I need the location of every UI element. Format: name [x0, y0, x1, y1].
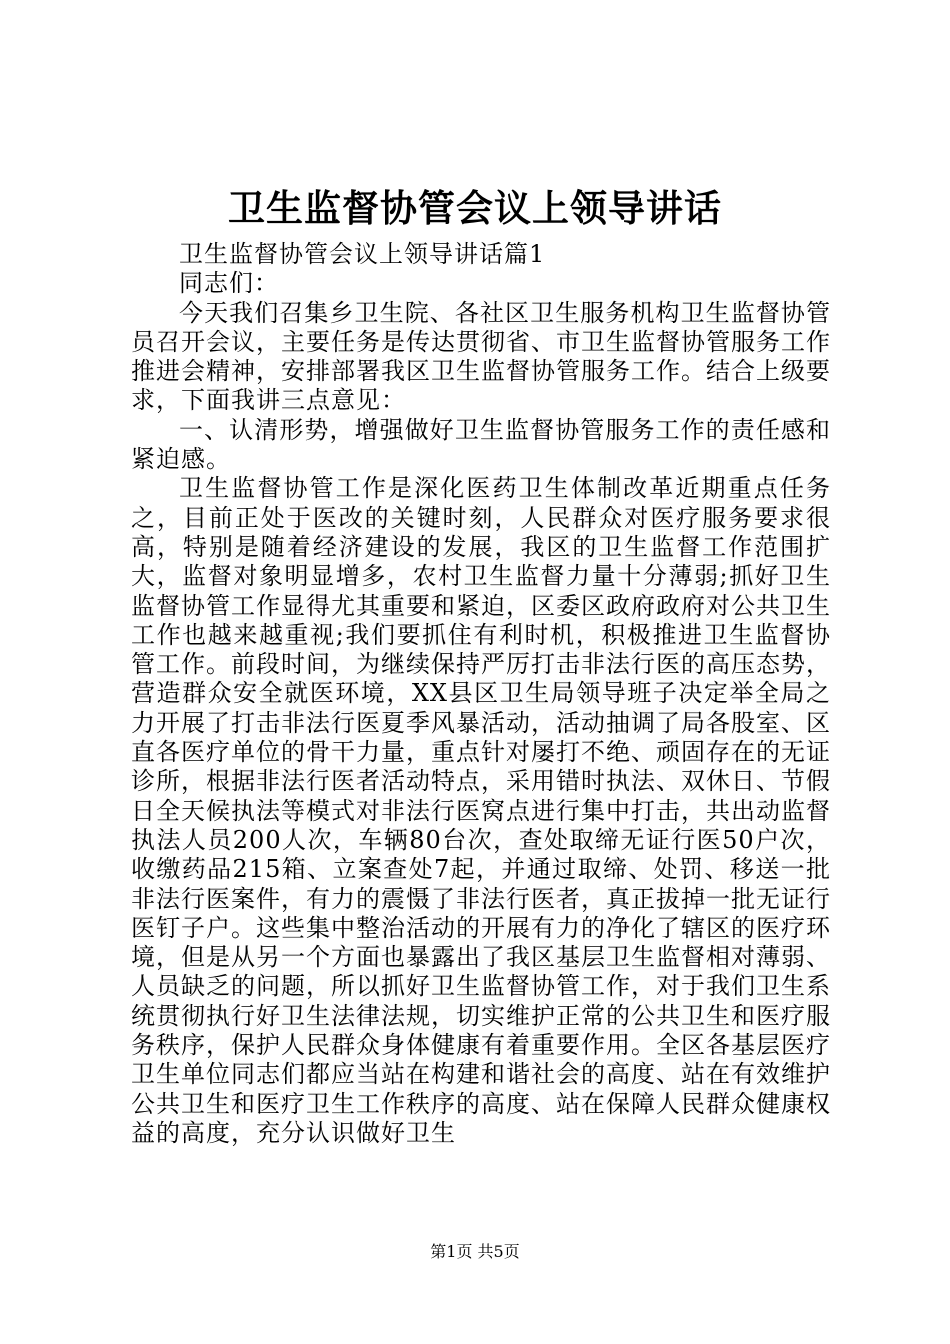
document-body: [131, 240, 831, 1148]
page-number-footer: 第1页 共5页: [430, 1242, 520, 1261]
subtitle-paragraph: 卫生监督协管会议上领导讲话篇1: [179, 240, 546, 268]
intro-paragraph: 今天我们召集乡卫生院、各社区卫生服务机构卫生监督协管员召开会议，主要任务是传达贯彻省、市卫生监督协管服务工作推进会精神，安排部署我区卫生监督协管服务工作。结合上级要求，下面我讲三点意见：: [131, 298, 831, 415]
body-paragraph: 卫生监督协管工作是深化医药卫生体制改革近期重点任务之，目前正处于医改的关键时刻，人民群众对医疗服务要求很高，特别是随着经济建设的发展，我区的卫生监督工作范围扩大，监督对象明显增多，农村卫生监督力量十分薄弱;抓好卫生监督协管工作显得尤其重要和紧迫，区委区政府政府对公共卫生工作也越来越重视;我们要抓住有利时机，积极推进卫生监督协管工作。前段时间，为继续保持严厉打击非法行医的高压态势，营造群众安全就医环境，XX县区卫生局领导班子决定举全局之力开展了打击非法行医夏季风暴活动，活动抽调了局各股室、区直各医疗单位的骨干力量，重点针对屡打不绝、顽固存在的无证诊所，根据非法行医者活动特点，采用错时执法、双休日、节假日全天候执法等模式对非法行医窝点进行集中打击，共出动监督执法人员200人次，车辆80台次，查处取缔无证行医50户次，收缴药品215箱、立案查处7起，并通过取缔、处罚、移送一批非法行医案件，有力的震慑了非法行医者，真正拔掉一批无证行医钉子户。这些集中整治活动的开展有力的净化了辖区的医疗环境，但是从另一个方面也暴露出了我区基层卫生监督相对薄弱、人员缺乏的问题，所以抓好卫生监督协管工作，对于我们卫生系统贯彻执行好卫生法律法规，切实维护正常的公共卫生和医疗服务秩序，保护人民群众身体健康有着重要作用。全区各基层医疗卫生单位同志们都应当站在构建和谐社会的高度、站在有效维护公共卫生和医疗卫生工作秩序的高度、站在保障人民群众健康权益的高度，充分认识做好卫生: [131, 474, 831, 1147]
salutation-paragraph: 同志们：: [179, 269, 279, 298]
document-title: 卫生监督协管会议上领导讲话: [228, 186, 722, 230]
section-heading-paragraph: 一、认清形势，增强做好卫生监督协管服务工作的责任感和紧迫感。: [131, 415, 831, 474]
